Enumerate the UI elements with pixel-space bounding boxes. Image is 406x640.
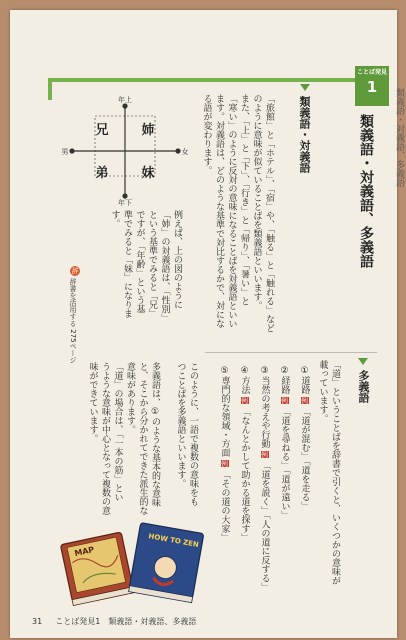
list-item-meaning: 当然の考えや行動 (259, 376, 270, 448)
example-mark-icon: 例 (280, 397, 289, 404)
header-green-hook (48, 78, 52, 100)
book2-title: HOW TO ZEN (147, 532, 200, 549)
list-item-meaning: 道路 (299, 376, 310, 394)
section1-example-paragraph (108, 210, 183, 323)
textbook-page (10, 10, 404, 638)
list-item-meaning: 専門的な領域・方面 (219, 376, 230, 457)
kinship-diagram (62, 94, 188, 206)
section1-paragraph-line: ます。対義語は、どのような基準で対比するかで、対にな (214, 94, 224, 328)
section2-paragraph2-line: 多義語は、①のような基本的な意味 (150, 362, 160, 507)
diagram-word-otouto: 弟 (95, 166, 109, 181)
section-marker-icon (300, 84, 310, 91)
book1-title: MAP (73, 545, 96, 559)
page-footer (32, 616, 196, 627)
section2-paragraph2-line: 味ができています。 (87, 362, 98, 443)
list-item-examples: 「道を説く」「人の道に反する」 (259, 461, 270, 592)
header-green-line (48, 78, 356, 82)
badge-caption: ことば発見 (356, 69, 387, 76)
section1-example-line: す。 (109, 210, 120, 228)
chapter-badge (355, 66, 389, 106)
polysemy-list-item (298, 366, 311, 511)
list-item-examples: 「その道の大家」 (219, 470, 230, 542)
list-item-examples: 「道を尋ねる」「道が遠い」 (279, 407, 290, 520)
section2-paragraph1-line: このように、一語で複数の意味をも (188, 362, 198, 506)
list-item-examples: 「道が混む」「道を走る」 (299, 407, 310, 511)
section1-example-line: 「姉」の対義語は、「性別」 (159, 210, 170, 323)
section2-heading: 多義語 (357, 370, 370, 403)
section1-paragraph-line: る語が変わります。 (201, 94, 212, 175)
section2-intro-line: 「道」ということばを辞書で引くと、いくつかの意味が (330, 360, 340, 585)
list-item-number: ③ (259, 366, 270, 376)
polysemy-list-item (238, 366, 251, 542)
polysemy-list-item (258, 366, 271, 592)
section1-paragraph-line: 「旅館」と「ホテル」、「宿」や、「触る」と「触れる」など (264, 94, 274, 333)
example-mark-icon: 例 (260, 451, 269, 458)
dictionary-note: 辞書を活用する 275ページ (69, 278, 77, 364)
diagram-dot-top (122, 103, 127, 108)
diagram-word-imouto: 妹 (141, 166, 155, 181)
section2-marker-icon (358, 358, 368, 365)
section2-paragraph2-line: うような意味が中心となって複数の意 (100, 362, 110, 515)
section2-paragraph1-line: つことばを多義語といいます。 (175, 362, 186, 488)
section1-example-line: ですが、「年齢」という基 (134, 210, 145, 314)
section1-example-line: 準でみると「妹」になりま (122, 210, 132, 318)
page-title: 類義語・対義語、多義語 (358, 114, 374, 268)
diagram-dot-bottom (122, 193, 127, 198)
diagram-word-ane: 姉 (141, 123, 155, 138)
section2-paragraph2-line: と、そこから分かれてできた派生的な (137, 362, 148, 515)
section1-example-line: という基準でみると「兄」 (147, 210, 157, 318)
badge-number: 1 (366, 78, 378, 96)
page-number: 31 (32, 617, 43, 626)
zen-book-icon (129, 523, 204, 603)
section1-paragraph-line: のように意味が似ていることばを類義語といいます。 (251, 94, 262, 310)
map-book-icon (60, 532, 134, 606)
section-divider (205, 352, 377, 353)
footer-text: ことば発見1 類義語・対義語、多義語 (55, 617, 197, 626)
example-mark-icon: 例 (300, 397, 309, 404)
diagram-label-bottom: 年下 (118, 199, 132, 207)
section1-example-line: 例えば、上の図のように (172, 210, 182, 309)
diagram-dot-right (175, 148, 180, 153)
section1-paragraph (200, 94, 275, 333)
list-item-meaning: 経路 (279, 376, 290, 394)
list-item-meaning: 方法 (239, 376, 250, 394)
section1-heading: 類義語・対義語 (298, 96, 311, 173)
section2-paragraph1 (174, 362, 199, 506)
section2-intro-line: 載っています。 (317, 360, 328, 423)
diagram-label-left: 男 (61, 148, 69, 156)
polysemy-list (210, 366, 314, 592)
section2-intro (316, 360, 341, 585)
polysemy-list-item (218, 366, 231, 542)
example-mark-icon: 例 (220, 460, 229, 467)
next-page-edge-text: 類義語・対義語、多義語 (394, 88, 404, 187)
example-mark-icon: 例 (240, 397, 249, 404)
dictionary-icon: 辞 (71, 267, 79, 275)
diagram-label-right: 女 (181, 148, 189, 156)
diagram-dot-left (69, 148, 74, 153)
books-illustration (56, 520, 212, 610)
section2-paragraph2-line: 「道」の場合は、「一本の筋」とい (112, 362, 123, 502)
list-item-number: ① (299, 366, 310, 376)
section2-paragraph2 (86, 362, 161, 515)
polysemy-list-item (278, 366, 291, 520)
section1-paragraph-line: また、「上」と「下」、「行き」と「帰り」、「暑い」と (239, 94, 249, 306)
diagram-label-top: 年上 (118, 96, 132, 104)
list-item-examples: 「なんとかして助かる道を探す」 (239, 407, 250, 542)
list-item-number: ④ (239, 366, 250, 376)
diagram-word-ani: 兄 (95, 123, 109, 138)
section2-paragraph2-line: 意味があります。 (125, 362, 135, 434)
list-item-number: ② (279, 366, 290, 376)
section1-paragraph-line: 「寒い」のように反対の意味になることばを対義語といい (226, 94, 237, 328)
list-item-number: ⑤ (219, 366, 230, 376)
